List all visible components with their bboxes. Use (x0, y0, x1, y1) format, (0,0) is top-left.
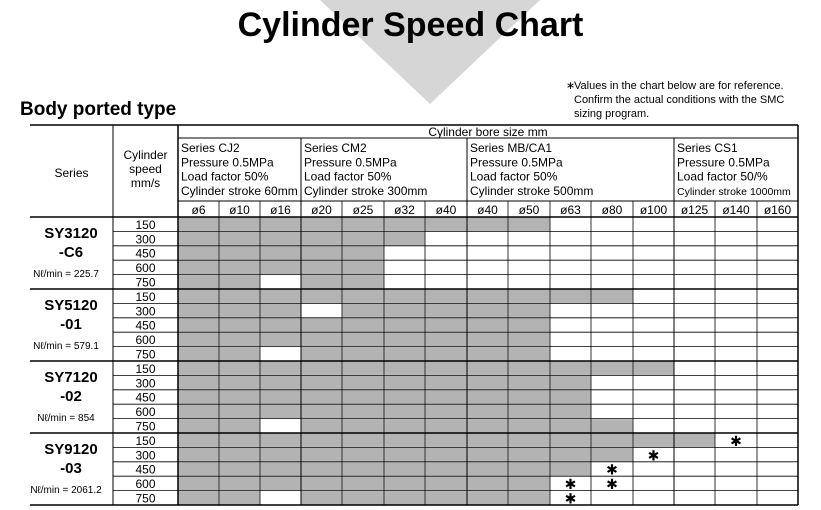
speed-value: 750 (135, 275, 156, 290)
filled-cell (509, 434, 550, 447)
filled-cell (426, 491, 467, 504)
filled-cell (592, 434, 633, 447)
filled-cell (302, 376, 342, 389)
filled-cell (179, 275, 219, 288)
filled-cell (343, 376, 384, 389)
filled-cell (592, 362, 633, 375)
series-condition-text: Series CS1 (677, 141, 738, 155)
series-condition-text: Load factor 50% (181, 169, 269, 184)
bore-label: ø6 (191, 203, 206, 217)
filled-cell (343, 275, 384, 288)
speed-value: 750 (135, 491, 156, 506)
filled-cell (551, 434, 591, 447)
speed-value: 300 (135, 376, 156, 391)
filled-cell (302, 318, 342, 331)
speed-value: 150 (135, 361, 156, 376)
filled-cell (261, 362, 301, 375)
filled-cell (220, 218, 260, 231)
note-line-1: ∗Values in the chart below are for reference. (566, 80, 784, 92)
series-condition-text: Series MB/CA1 (470, 141, 553, 155)
filled-cell (509, 333, 550, 346)
filled-cell (468, 491, 508, 504)
star-icon: ✱ (564, 490, 577, 507)
filled-cell (220, 491, 260, 504)
filled-cell (385, 347, 425, 360)
filled-cell (468, 462, 508, 475)
bore-size-header: Cylinder bore size mm (428, 125, 548, 139)
speed-value: 600 (135, 261, 156, 276)
filled-cell (343, 491, 384, 504)
valve-model-name: SY7120 (44, 369, 98, 386)
note-asterisk: ∗ (566, 80, 576, 92)
filled-cell (385, 419, 425, 432)
filled-cell (634, 362, 674, 375)
filled-cell (302, 477, 342, 490)
filled-cell (468, 405, 508, 418)
speed-value: 750 (135, 347, 156, 362)
filled-cell (261, 261, 301, 274)
valve-flow-rate: Nℓ/min = 854 (37, 413, 95, 424)
filled-cell (179, 261, 219, 274)
filled-cell (261, 376, 301, 389)
filled-cell (509, 477, 550, 490)
series-condition-text: Series CM2 (304, 141, 367, 155)
bore-label: ø140 (722, 203, 750, 217)
filled-cell (385, 304, 425, 317)
star-icon: ✱ (730, 432, 742, 449)
star-icon: ✱ (564, 476, 577, 493)
filled-cell (220, 448, 260, 461)
filled-cell (261, 462, 301, 475)
filled-cell (261, 246, 301, 259)
series-condition-text: Pressure 0.5MPa (181, 155, 274, 170)
filled-cell (179, 462, 219, 475)
speed-value: 600 (135, 477, 156, 492)
filled-cell (385, 218, 425, 231)
bore-label: ø80 (601, 203, 623, 217)
filled-cell (426, 434, 467, 447)
filled-cell (343, 405, 384, 418)
filled-cell (179, 218, 219, 231)
series-condition-text: Cylinder stroke 60mm (181, 183, 298, 198)
filled-cell (468, 304, 508, 317)
filled-cell (220, 261, 260, 274)
speed-value: 300 (135, 448, 156, 463)
filled-cell (343, 390, 384, 403)
filled-cell (302, 347, 342, 360)
filled-cell (302, 275, 342, 288)
filled-cell (343, 246, 384, 259)
filled-cell (179, 318, 219, 331)
filled-cell (179, 448, 219, 461)
filled-cell (302, 246, 342, 259)
series-condition-text: Load factor 50/% (677, 169, 768, 184)
filled-cell (426, 462, 467, 475)
valve-port-size: -03 (60, 460, 82, 477)
valve-port-size: -01 (60, 316, 82, 333)
filled-cell (179, 290, 219, 303)
filled-cell (220, 477, 260, 490)
speed-header: speed (129, 162, 162, 176)
filled-cell (509, 390, 550, 403)
bore-label: ø50 (518, 203, 540, 217)
bore-label: ø100 (639, 203, 668, 217)
speed-value: 150 (135, 217, 156, 232)
speed-value: 750 (135, 419, 156, 434)
filled-cell (302, 290, 342, 303)
filled-cell (385, 333, 425, 346)
filled-cell (426, 390, 467, 403)
filled-cell (261, 232, 301, 245)
filled-cell (468, 347, 508, 360)
filled-cell (261, 434, 301, 447)
filled-cell (468, 318, 508, 331)
filled-cell (343, 434, 384, 447)
filled-cell (385, 491, 425, 504)
series-condition-text: Load factor 50% (470, 169, 558, 184)
series-condition-text: Pressure 0.5MPa (304, 155, 397, 170)
filled-cell (343, 261, 384, 274)
speed-value: 300 (135, 304, 156, 319)
filled-cell (592, 419, 633, 432)
filled-cell (302, 491, 342, 504)
filled-cell (509, 491, 550, 504)
filled-cell (302, 405, 342, 418)
filled-cell (179, 232, 219, 245)
section-subtitle: Body ported type (20, 99, 177, 120)
filled-cell (468, 290, 508, 303)
bore-label: ø10 (229, 203, 250, 217)
star-icon: ✱ (606, 461, 618, 478)
bore-label: ø40 (435, 203, 457, 217)
filled-cell (179, 419, 219, 432)
speed-value: 600 (135, 405, 156, 420)
filled-cell (426, 290, 467, 303)
filled-cell (343, 304, 384, 317)
filled-cell (261, 290, 301, 303)
filled-cell (302, 390, 342, 403)
filled-cell (468, 376, 508, 389)
bore-label: ø25 (352, 203, 374, 217)
valve-port-size: -02 (60, 388, 82, 405)
filled-cell (343, 362, 384, 375)
filled-cell (179, 390, 219, 403)
filled-cell (385, 318, 425, 331)
filled-cell (634, 434, 674, 447)
filled-cell (468, 434, 508, 447)
filled-cell (220, 390, 260, 403)
filled-cell (220, 232, 260, 245)
filled-cell (302, 333, 342, 346)
filled-cell (179, 362, 219, 375)
filled-cell (509, 318, 550, 331)
filled-cell (220, 333, 260, 346)
filled-cell (551, 376, 591, 389)
filled-cell (426, 419, 467, 432)
filled-cell (343, 318, 384, 331)
series-condition-text: Pressure 0.5MPa (677, 155, 770, 170)
speed-value: 600 (135, 333, 156, 348)
filled-cell (179, 477, 219, 490)
bore-label: ø160 (763, 203, 792, 217)
filled-cell (302, 462, 342, 475)
filled-cell (220, 275, 260, 288)
filled-cell (468, 390, 508, 403)
filled-cell (509, 347, 550, 360)
speed-value: 450 (135, 390, 156, 405)
filled-cell (426, 333, 467, 346)
speed-value: 450 (135, 318, 156, 333)
filled-cell (468, 218, 508, 231)
filled-cell (179, 376, 219, 389)
note-line-2: Confirm the actual conditions with the SMC (574, 94, 785, 106)
filled-cell (509, 405, 550, 418)
valve-model-name: SY9120 (44, 441, 98, 458)
speed-header: Cylinder (123, 148, 168, 162)
filled-cell (261, 448, 301, 461)
filled-cell (220, 434, 260, 447)
valve-flow-rate: Nℓ/min = 579.1 (33, 341, 99, 352)
filled-cell (343, 347, 384, 360)
filled-cell (385, 477, 425, 490)
filled-cell (551, 462, 591, 475)
filled-cell (385, 405, 425, 418)
filled-cell (343, 448, 384, 461)
filled-cell (302, 434, 342, 447)
valve-port-size: -C6 (58, 244, 84, 261)
filled-cell (509, 448, 550, 461)
filled-cell (343, 477, 384, 490)
filled-cell (385, 290, 425, 303)
filled-cell (509, 304, 550, 317)
filled-cell (426, 405, 467, 418)
filled-cell (385, 448, 425, 461)
bore-label: ø40 (477, 203, 498, 217)
filled-cell (385, 362, 425, 375)
filled-cell (220, 318, 260, 331)
filled-cell (426, 318, 467, 331)
filled-cell (261, 390, 301, 403)
filled-cell (551, 405, 591, 418)
bore-label: ø16 (270, 203, 291, 217)
filled-cell (220, 362, 260, 375)
filled-cell (426, 477, 467, 490)
filled-cell (179, 304, 219, 317)
filled-cell (261, 218, 301, 231)
filled-cell (220, 290, 260, 303)
filled-cell (385, 434, 425, 447)
filled-cell (509, 419, 550, 432)
filled-cell (468, 477, 508, 490)
star-icon: ✱ (647, 447, 660, 464)
series-condition-text: Series CJ2 (181, 141, 240, 155)
filled-cell (220, 246, 260, 259)
speed-value: 150 (135, 433, 156, 448)
speed-value: 150 (135, 289, 156, 304)
filled-cell (343, 218, 384, 231)
series-condition-text: Cylinder stroke 500mm (470, 183, 594, 198)
filled-cell (179, 434, 219, 447)
star-icon: ✱ (606, 476, 618, 493)
valve-flow-rate: Nℓ/min = 225.7 (33, 269, 99, 280)
filled-cell (179, 347, 219, 360)
filled-cell (551, 390, 591, 403)
filled-cell (509, 218, 550, 231)
filled-cell (220, 304, 260, 317)
filled-cell (385, 376, 425, 389)
filled-cell (592, 290, 633, 303)
filled-cell (343, 290, 384, 303)
series-condition-text: Pressure 0.5MPa (470, 155, 563, 170)
speed-value: 450 (135, 246, 156, 261)
filled-cell (675, 434, 715, 447)
filled-cell (343, 462, 384, 475)
filled-cell (426, 347, 467, 360)
filled-cell (385, 390, 425, 403)
filled-cell (509, 290, 550, 303)
valve-model-name: SY5120 (44, 297, 98, 314)
note-line-3: sizing program. (574, 108, 650, 120)
bore-label: ø20 (311, 203, 332, 217)
filled-cell (468, 362, 508, 375)
filled-cell (426, 218, 467, 231)
speed-header: mm/s (130, 176, 161, 190)
valve-flow-rate: Nℓ/min = 2061.2 (30, 485, 102, 496)
filled-cell (261, 318, 301, 331)
filled-cell (179, 246, 219, 259)
filled-cell (220, 347, 260, 360)
speed-value: 300 (135, 232, 156, 247)
filled-cell (468, 333, 508, 346)
filled-cell (468, 448, 508, 461)
filled-cell (551, 290, 591, 303)
filled-cell (179, 405, 219, 418)
filled-cell (302, 448, 342, 461)
filled-cell (179, 491, 219, 504)
filled-cell (220, 462, 260, 475)
series-condition-text: Cylinder stroke 1000mm (677, 185, 791, 198)
series-condition-text: Cylinder stroke 300mm (304, 183, 428, 198)
filled-cell (302, 419, 342, 432)
filled-cell (343, 232, 384, 245)
series-condition-text: Load factor 50% (304, 169, 392, 184)
filled-cell (220, 419, 260, 432)
filled-cell (261, 333, 301, 346)
filled-cell (551, 362, 591, 375)
filled-cell (302, 362, 342, 375)
filled-cell (509, 362, 550, 375)
filled-cell (220, 405, 260, 418)
series-header: Series (54, 166, 89, 180)
bore-label: ø125 (680, 203, 709, 217)
filled-cell (261, 304, 301, 317)
filled-cell (592, 448, 633, 461)
filled-cell (343, 419, 384, 432)
filled-cell (302, 261, 342, 274)
filled-cell (385, 232, 425, 245)
filled-cell (385, 462, 425, 475)
filled-cell (426, 362, 467, 375)
filled-cell (426, 448, 467, 461)
filled-cell (551, 448, 591, 461)
filled-cell (426, 304, 467, 317)
page-title: Cylinder Speed Chart (237, 6, 584, 44)
filled-cell (261, 477, 301, 490)
filled-cell (468, 419, 508, 432)
filled-cell (426, 376, 467, 389)
bore-label: ø32 (394, 203, 415, 217)
filled-cell (179, 333, 219, 346)
filled-cell (302, 218, 342, 231)
valve-model-name: SY3120 (44, 225, 98, 242)
filled-cell (509, 376, 550, 389)
speed-value: 450 (135, 462, 156, 477)
filled-cell (220, 376, 260, 389)
bore-label: ø63 (560, 203, 581, 217)
filled-cell (302, 232, 342, 245)
filled-cell (551, 419, 591, 432)
filled-cell (343, 333, 384, 346)
filled-cell (261, 405, 301, 418)
filled-cell (509, 462, 550, 475)
